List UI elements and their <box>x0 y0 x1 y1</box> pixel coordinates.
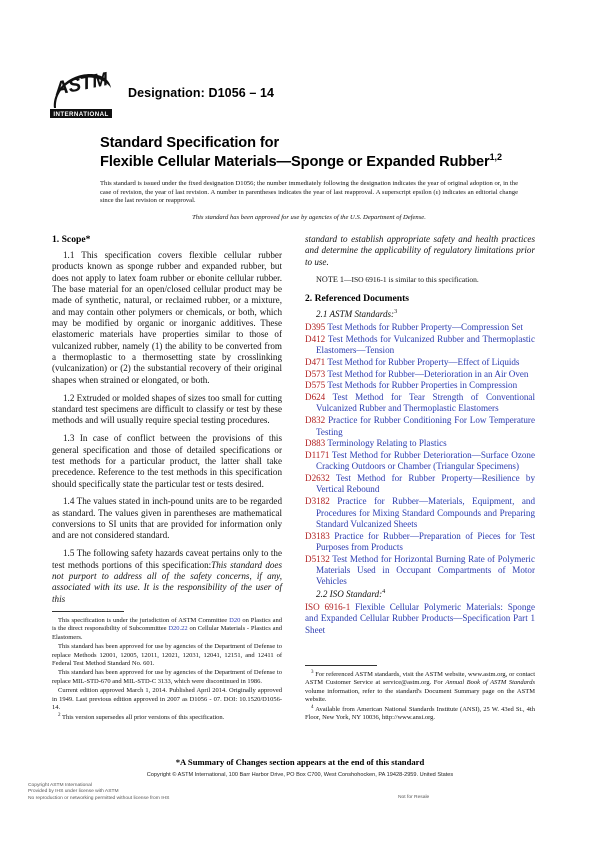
reference-item[interactable] <box>305 334 535 357</box>
dod-approval-note: This standard has been approved for use by agencies of the U.S. Department of Defense. <box>192 214 426 221</box>
reference-designation[interactable]: D573 <box>305 368 326 379</box>
reference-description[interactable]: Test Method for Rubber Property—Resilience by Vertical Rebound <box>316 473 535 495</box>
reference-item[interactable] <box>305 496 535 530</box>
ihs-line-1: Copyright ASTM International <box>28 783 92 788</box>
title-line-1: Standard Specification for <box>100 135 280 151</box>
reference-designation[interactable]: D3182 <box>305 496 330 507</box>
title-line-2 <box>100 153 520 172</box>
svg-text:ASTM: ASTM <box>52 69 110 100</box>
footnote-4-text: Available from American National Standards Institute (ANSI), 25 W. 43ed St., 4th Floor, New York, NY 10036, http://www.ansi.org. <box>305 705 535 721</box>
reference-designation[interactable]: ISO 6916-1 <box>305 601 351 612</box>
reference-designation[interactable]: D5132 <box>305 553 330 564</box>
footnote-1-a: This specification is under the jurisdiction of ASTM Committee <box>58 617 230 624</box>
reference-description[interactable]: Test Method for Horizontal Burning Rate of Polymeric Materials Used in Occupant Compartments of Motor Vehicles <box>316 553 535 587</box>
astm-logo-icon <box>48 68 114 120</box>
iso-standard-subhead <box>305 589 535 600</box>
scope-1-5-roman: 1.5 The following safety hazards caveat pertains only to the test methods portions of this specification: <box>52 548 282 570</box>
footnote-dod-methods: This standard has been approved for use by agencies of the Department of Defense to replace Methods 12001, 12005, 12011, 12021, 12031, 12041, 12151, and 12411 of Federal Test Method Standard No. 601. <box>52 643 282 667</box>
subcommittee-d2022-link[interactable]: D20.22 <box>168 625 188 633</box>
copyright-line: Copyright © ASTM International, 100 Barr Harbor Drive, PO Box C700, West Conshohocken, PA 19428-2959. United States <box>146 772 454 778</box>
not-for-resale-label: Not for Resale <box>398 795 430 800</box>
reference-description[interactable]: Practice for Rubber—Preparation of Pieces for Test Purposes from Products <box>316 530 535 552</box>
reference-item[interactable] <box>305 357 535 368</box>
scope-1-5-continuation <box>305 234 535 268</box>
footnote-3-italic: Annual Book of ASTM Standards <box>445 679 536 687</box>
reference-description[interactable]: Practice for Rubber Conditioning For Low Temperature Testing <box>316 415 535 437</box>
reference-description[interactable]: Test Methods for Rubber Property—Compression Set <box>325 321 523 332</box>
reference-item[interactable] <box>305 602 535 636</box>
reference-description[interactable]: Test Method for Rubber Deterioration—Surface Ozone Cracking Outdoors or Chamber (Triangular Specimens) <box>316 450 535 472</box>
footnote-1-c: on Cellular Materials - Plastics and Elastomers. <box>52 625 282 641</box>
footnote-2-text: This version supersedes all prior versions of this specification. <box>60 713 225 721</box>
reference-description[interactable]: Test Method for Rubber—Deterioration in an Air Oven <box>325 368 529 379</box>
footnote-2-marker: 2 <box>58 712 61 718</box>
reference-description[interactable]: Practice for Rubber—Materials, Equipment, and Procedures for Mixing Standard Compounds and Preparing Standard Vulcanized Sheets <box>316 496 535 529</box>
astm-standards-subhead <box>305 309 535 320</box>
footnotes-left <box>52 617 282 723</box>
scope-heading: 1. Scope* <box>52 234 91 245</box>
reference-item[interactable] <box>305 450 535 473</box>
iso-standard-footnote-marker: 4 <box>382 587 386 595</box>
designation-label: Designation: D1056 – 14 <box>128 86 275 100</box>
reference-designation[interactable]: D2632 <box>305 473 330 484</box>
footnote-3-a: For referenced ASTM standards, visit the ASTM website, www.astm.org, or contact ASTM Customer Service at service@astm.org. For <box>305 671 535 687</box>
astm-standards-footnote-marker: 3 <box>394 307 398 315</box>
reference-description[interactable]: Test Methods for Vulcanized Rubber and Thermoplastic Elastomers—Tension <box>316 333 535 355</box>
reference-description[interactable]: Terminology Relating to Plastics <box>325 438 447 449</box>
footnote-current-edition: Current edition approved March 1, 2014. Published April 2014. Originally approved in 1949. Last previous edition approved in 2007 as D1056 - 07. DOI: 10.1520/D1056-14. <box>52 687 282 711</box>
footnotes-right <box>305 671 535 723</box>
reference-description[interactable]: Flexible Cellular Polymeric Materials: Sponge and Expanded Cellular Rubber Products—Specification Part 1 Sheet <box>305 601 535 635</box>
reference-designation[interactable]: D412 <box>305 333 326 344</box>
reference-designation[interactable]: D3183 <box>305 530 330 541</box>
reference-description[interactable]: Test Method for Tear Strength of Conventional Vulcanized Rubber and Thermoplastic Elastomers <box>316 392 535 414</box>
reference-item[interactable] <box>305 322 535 333</box>
astm-standards-subhead-text: 2.1 ASTM Standards: <box>316 308 395 319</box>
standard-boilerplate: This standard is issued under the fixed designation D1056; the number immediately following the designation indicates the year of original adoption or, in the case of revision, the year of last revision. A number in parentheses indicates the year of last reapproval. A superscript epsilon (ε) indicates an editorial change since the last revision or reapproval. <box>100 180 518 205</box>
footnote-jurisdiction <box>52 617 282 642</box>
footnote-dod-milstd: This standard has been approved for use by agencies of the Department of Defense to replace MIL-STD-670 and MIL-STD-C 3133, which were discontinued in 1986. <box>52 669 282 685</box>
reference-item[interactable] <box>305 369 535 380</box>
reference-description[interactable]: Test Method for Rubber Property—Effect of Liquids <box>325 356 520 367</box>
reference-designation[interactable]: D624 <box>305 392 326 403</box>
footnote-4-marker: 4 <box>311 704 314 710</box>
iso-reference-list <box>305 602 535 636</box>
scope-1-5-italic: This standard does not purport to address all of the safety concerns, if any, associated with its use. It is the responsibility of the user of this <box>52 559 282 604</box>
ihs-line-3: No reproduction or networking permitted without license from IHS <box>28 795 170 801</box>
note-1 <box>305 275 535 285</box>
reference-designation[interactable]: D832 <box>305 415 326 426</box>
title-block <box>100 134 520 171</box>
referenced-documents-heading: 2. Referenced Documents <box>305 292 409 304</box>
title-line-2-text: Flexible Cellular Materials—Sponge or Expanded Rubber <box>100 153 490 170</box>
scope-paragraph-1-3: 1.3 In case of conflict between the provisions of this general specification and those of detailed specifications or test methods for a particular product, the latter shall take precedence. Reference to the test methods in this specification should specifically state the particular test or tests desired. <box>52 433 282 489</box>
summary-of-changes-note: *A Summary of Changes section appears at the end of this standard <box>175 757 425 767</box>
footnote-1-b: on Plastics and is the direct responsibility of Subcommittee <box>52 617 283 633</box>
ihs-line-2: Provided by IHS under license with ASTM <box>28 789 119 795</box>
reference-designation[interactable]: D883 <box>305 438 326 449</box>
reference-item[interactable] <box>305 392 535 415</box>
scope-1-5-italic-cont: standard to establish appropriate safety and health practices and determine the applicability of regulatory limitations prior to use. <box>305 234 535 267</box>
reference-designation[interactable]: D575 <box>305 380 326 391</box>
document-header <box>48 68 552 126</box>
reference-description[interactable]: Test Methods for Rubber Properties in Compression <box>325 380 518 391</box>
left-column <box>52 234 282 611</box>
right-column <box>305 234 535 636</box>
svg-text:INTERNATIONAL: INTERNATIONAL <box>53 111 109 118</box>
reference-item[interactable] <box>305 473 535 496</box>
reference-designation[interactable]: D395 <box>305 321 326 332</box>
footnote-3-marker: 3 <box>311 669 314 675</box>
scope-paragraph-1-5 <box>52 548 282 605</box>
footnote-version-supersedes <box>52 714 282 722</box>
reference-item[interactable] <box>305 531 535 554</box>
reference-item[interactable] <box>305 380 535 391</box>
reference-item[interactable] <box>305 554 535 588</box>
reference-designation[interactable]: D471 <box>305 356 326 367</box>
note-1-text: —ISO 6916-1 is similar to this specification. <box>343 274 479 284</box>
committee-d20-link[interactable]: D20 <box>229 617 241 624</box>
reference-item[interactable] <box>305 415 535 438</box>
footnote-rule-right <box>305 665 377 666</box>
reference-item[interactable] <box>305 438 535 449</box>
scope-paragraph-1-4: 1.4 The values stated in inch-pound units are to be regarded as standard. The values given in parentheses are mathematical conversions to SI units that are provided for information only and are not considered standard. <box>52 496 282 541</box>
ihs-license-block <box>28 783 169 802</box>
scope-paragraph-1-2: 1.2 Extruded or molded shapes of sizes too small for cutting standard test specimens are difficult to classify or test by these methods and will usually require special testing procedures. <box>52 392 282 426</box>
footnote-ansi-availability <box>305 706 535 723</box>
iso-standard-subhead-text: 2.2 ISO Standard: <box>316 588 383 599</box>
footnote-rule-left <box>52 611 124 612</box>
note-1-label: NOTE 1 <box>316 274 344 284</box>
footnote-astm-website <box>305 671 535 704</box>
title-footnote-marker: 1,2 <box>489 151 502 162</box>
astm-reference-list <box>305 322 535 588</box>
scope-paragraph-1-1: 1.1 This specification covers flexible cellular rubber products known as sponge rubber and expanded rubber, but does not apply to latex foam rubber or ebonite cellular rubber. The base material for an open/closed cellular product may be made of synthetic, natural, or reclaimed rubber, or a mixture, and may contain other polymers or chemicals, or both, which may be modified by organic or inorganic additives. These elastomeric materials have properties similar to those of vulcanized rubber, namely (1) the ability to be converted from a thermoplastic to a thermosetting state by crosslinking (vulcanization) or (2) the substantial recovery of their original shapes when strained or elongated, or both. <box>52 250 282 385</box>
footnote-3-b: volume information, refer to the standard's Document Summary page on the ASTM website. <box>305 687 535 704</box>
reference-designation[interactable]: D1171 <box>305 450 330 461</box>
